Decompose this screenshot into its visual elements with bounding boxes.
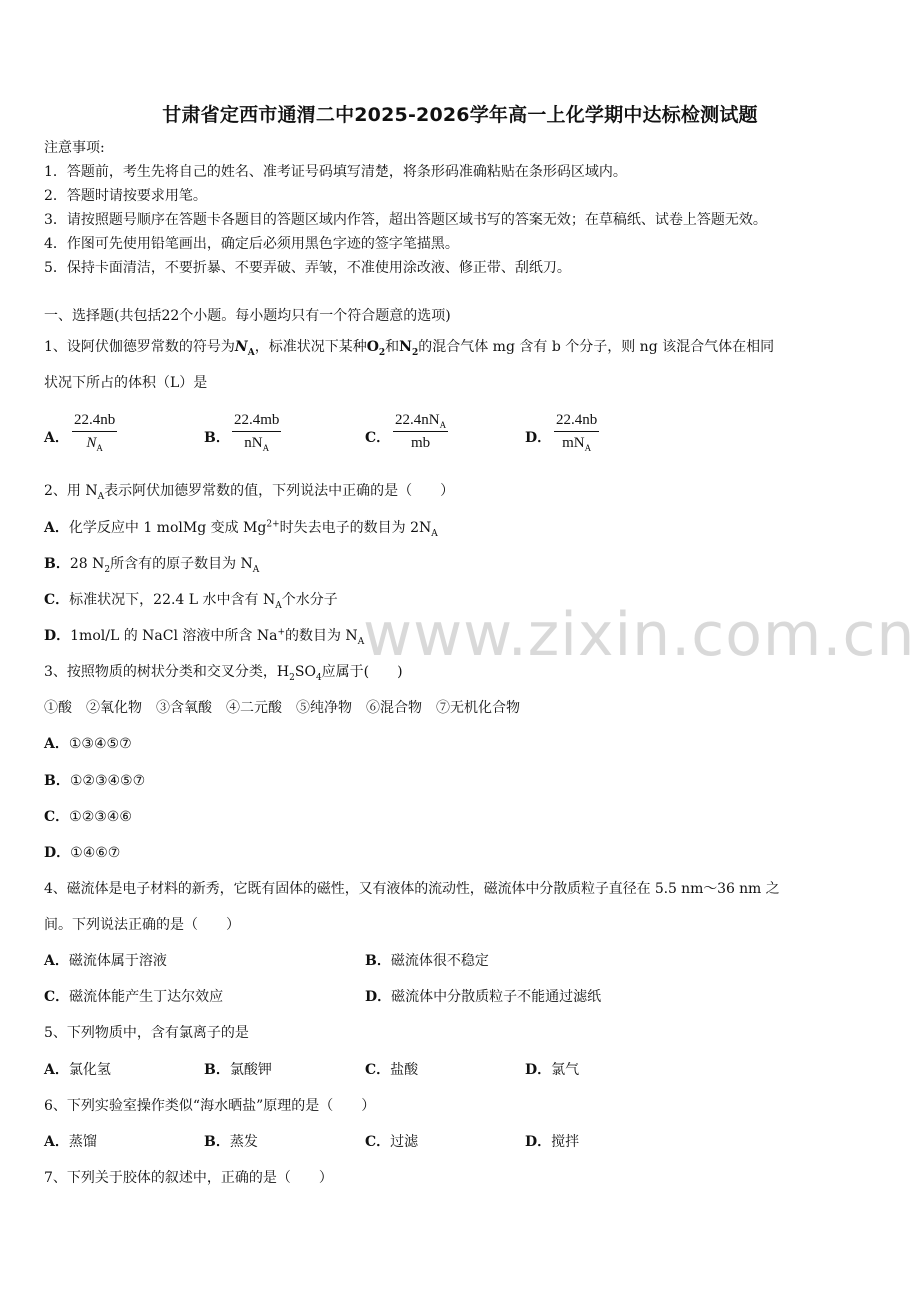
q4-option-a: A．磁流体属于溶液 — [44, 953, 167, 969]
q1-option-a-label: A． — [44, 430, 69, 446]
q5-option-c: C．盐酸 — [365, 1062, 419, 1078]
notice-item: 3．请按照题号顺序在答题卡各题目的答题区域内作答，超出答题区域书写的答案无效；在草稿纸、试卷上答题无效。 — [44, 212, 767, 228]
q6-option-a: A．蒸馏 — [44, 1134, 97, 1150]
notice-heading: 注意事项: — [44, 140, 105, 156]
q1-option-b-label: B． — [204, 430, 230, 446]
question-7-stem: 7、下列关于胶体的叙述中，正确的是（ ） — [44, 1170, 333, 1186]
section-heading: 一、选择题(共包括22个小题。每小题均只有一个符合题意的选项) — [44, 308, 451, 324]
q1-option-b-fraction: 22.4mb $nN_A$ — [234, 412, 280, 453]
q4-option-d: D．磁流体中分散质粒子不能通过滤纸 — [365, 989, 602, 1005]
q1-option-d-label: D． — [525, 430, 552, 446]
q2-option-a: A．化学反应中 1 molMg 变成 $Mg^{2+}$时失去电子的数目为 $2N_A$ — [44, 519, 438, 539]
q5-option-b: B．氯酸钾 — [204, 1062, 272, 1078]
q1-option-c-fraction: $22.4nN_A$ mb — [395, 412, 447, 451]
question-1-stem: 1、设阿伏伽德罗常数的符号为$N_A$，标准状况下某种$O_2$和$N_2$的混合气体 mg 含有 b 个分子，则 ng 该混合气体在相同 — [44, 339, 775, 358]
question-5-stem: 5、下列物质中，含有氯离子的是 — [44, 1025, 249, 1041]
notice-item: 5．保持卡面清洁，不要折暴、不要弄破、弄皱，不准使用涂改液、修正带、刮纸刀。 — [44, 260, 571, 276]
q1-option-c-label: C． — [365, 430, 391, 446]
q5-option-d: D．氯气 — [525, 1062, 580, 1078]
q4-option-b: B．磁流体很不稳定 — [365, 953, 489, 969]
q1-option-a-fraction: $\frac{22.4nb}{N_A}$ — [74, 412, 116, 453]
notice-item: 4．作图可先使用铅笔画出，确定后必须用黑色字迹的签字笔描黑。 — [44, 236, 459, 252]
q3-categories: ①酸 ②氧化物 ③含氧酸 ④二元酸 ⑤纯净物 ⑥混合物 ⑦无机化合物 — [44, 700, 520, 716]
question-2-stem: 2、用 $N_A$表示阿伏加德罗常数的值，下列说法中正确的是（ ） — [44, 483, 455, 502]
q3-option-a: A．①③④⑤⑦ — [44, 736, 132, 752]
q6-option-b: B．蒸发 — [204, 1134, 258, 1150]
notice-item: 1．答题前，考生先将自己的姓名、准考证号码填写清楚，将条形码准确粘贴在条形码区域内。 — [44, 164, 627, 180]
q2-option-b: B．28 $N_2$所含有的原子数目为 $N_A$ — [44, 556, 260, 575]
q6-option-c: C．过滤 — [365, 1134, 419, 1150]
q2-option-c: C．标准状况下，22.4 L 水中含有 $N_A$个水分子 — [44, 592, 338, 611]
q4-option-c: C．磁流体能产生丁达尔效应 — [44, 989, 224, 1005]
q3-option-c: C．①②③④⑥ — [44, 809, 132, 825]
q6-option-d: D．搅拌 — [525, 1134, 580, 1150]
question-3-stem: 3、按照物质的树状分类和交叉分类，$H_2SO_4$应属于( ) — [44, 664, 403, 683]
q3-option-b: B．①②③④⑤⑦ — [44, 773, 146, 789]
page-title: 甘肃省定西市通渭二中2025-2026学年高一上化学期中达标检测试题 — [162, 104, 758, 126]
question-4-stem: 4、磁流体是电子材料的新秀，它既有固体的磁性，又有液体的流动性，磁流体中分散质粒子直径在 5.5 nm～36 nm 之 — [44, 881, 780, 897]
q1-option-d-fraction: 22.4nb $mN_A$ — [556, 412, 598, 453]
q5-option-a: A．氯化氢 — [44, 1062, 111, 1078]
q2-option-d: D．1mol/L 的 NaCl 溶液中所含 Na+的数目为 $N_A$ — [44, 627, 365, 647]
question-1-stem-line2: 状况下所占的体积（L）是 — [44, 375, 208, 391]
watermark: www.zixin.com.cn — [363, 600, 916, 670]
notice-item: 2．答题时请按要求用笔。 — [44, 188, 207, 204]
question-4-stem-line2: 间。下列说法正确的是（ ） — [44, 917, 240, 933]
q3-option-d: D．①④⑥⑦ — [44, 845, 121, 861]
question-6-stem: 6、下列实验室操作类似“海水晒盐”原理的是（ ） — [44, 1098, 376, 1114]
